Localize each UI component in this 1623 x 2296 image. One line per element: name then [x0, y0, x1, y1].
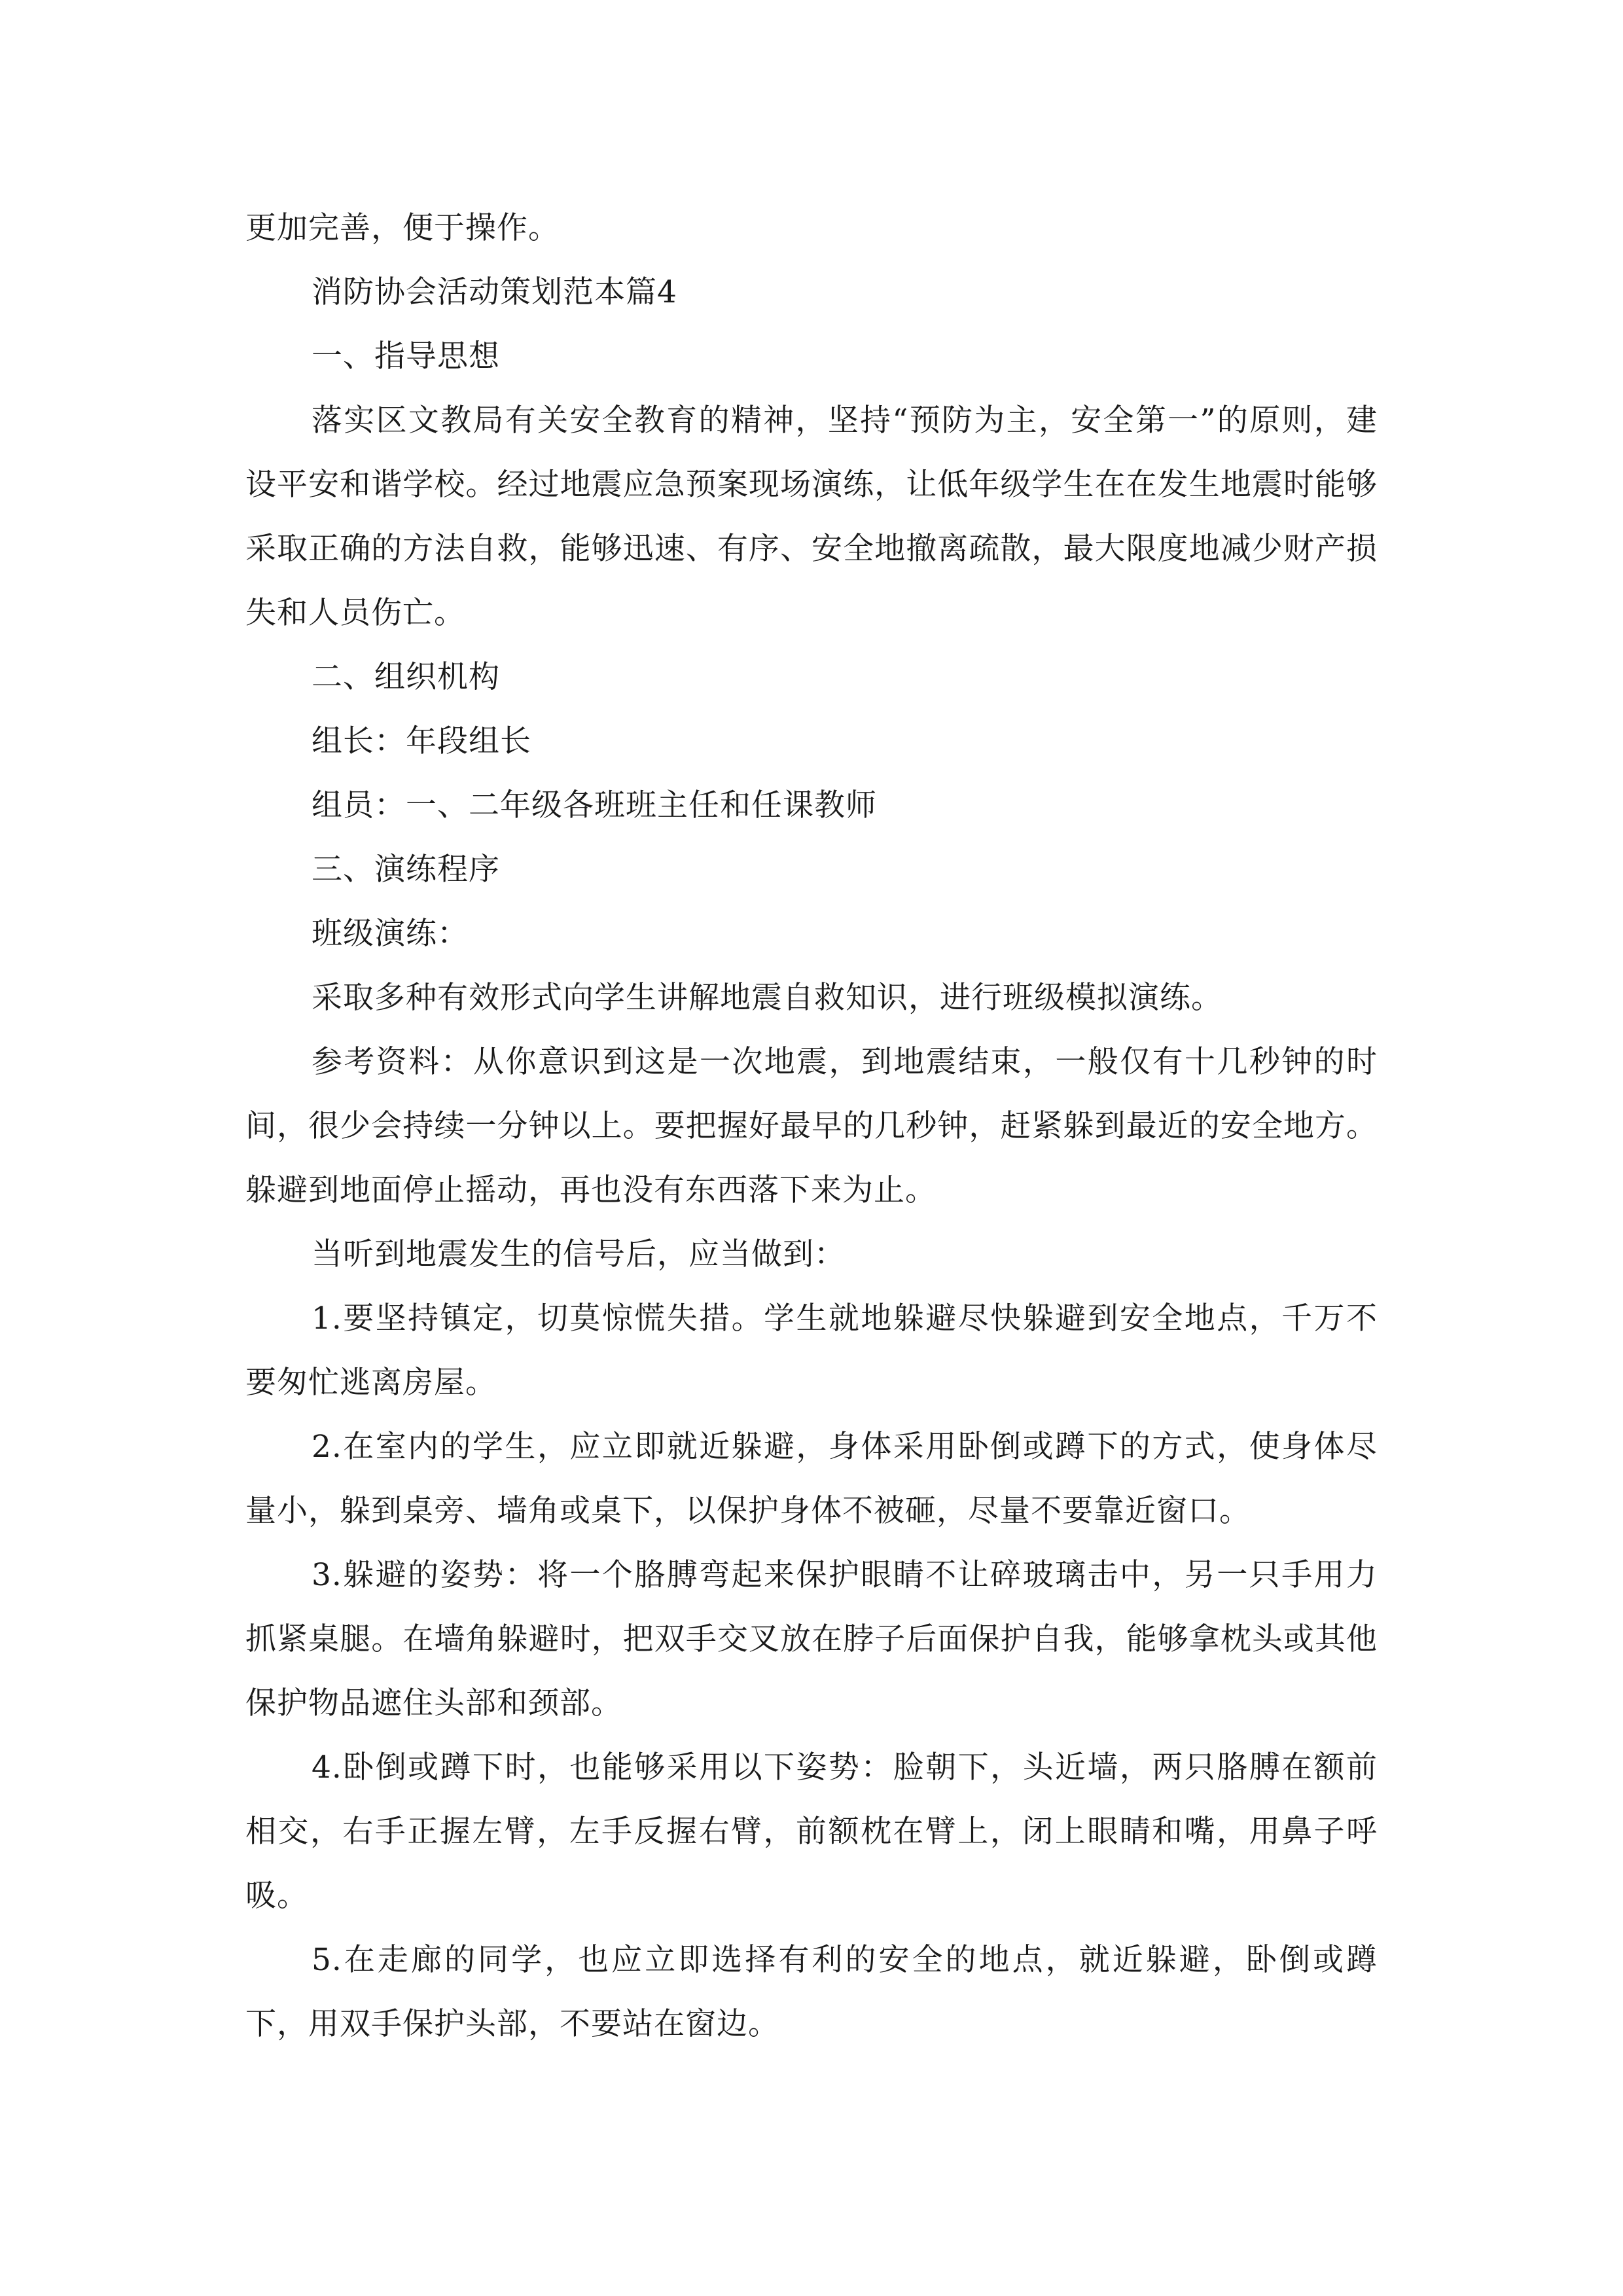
- paragraph-reference: 参考资料：从你意识到这是一次地震，到地震结束，一般仅有十几秒钟的时间，很少会持续一分钟以上。要把握好最早的几秒钟，赶紧躲到最近的安全地方。躲避到地面停止摇动，再也没有东西落下来为止。: [245, 1044, 1378, 1208]
- paragraph-signal-intro: 当听到地震发生的信号后，应当做到：: [312, 1236, 846, 1272]
- list-item-5: 5.在走廊的同学，也应立即选择有利的安全的地点，就近躲避，卧倒或蹲下，用双手保护头部，不要站在窗边。: [245, 1942, 1378, 2042]
- heading-guiding-ideology: 一、指导思想: [312, 338, 500, 374]
- paragraph-class-drill: 采取多种有效形式向学生讲解地震自救知识，进行班级模拟演练。: [312, 980, 1222, 1016]
- list-item-3: 3.躲避的姿势：将一个胳膊弯起来保护眼睛不让碎玻璃击中，另一只手用力抓紧桌腿。在墙角躲避时，把双手交叉放在脖子后面保护自我，能够拿枕头或其他保护物品遮住头部和颈部。: [245, 1557, 1378, 1721]
- list-item-1: 1.要坚持镇定，切莫惊慌失措。学生就地躲避尽快躲避到安全地点，千万不要匆忙逃离房屋。: [245, 1300, 1378, 1401]
- list-item-2: 2.在室内的学生，应立即就近躲避，身体采用卧倒或蹲下的方式，使身体尽量小，躲到桌旁、墙角或桌下，以保护身体不被砸，尽量不要靠近窗口。: [245, 1429, 1378, 1529]
- paragraph-guiding-ideology: 落实区文教局有关安全教育的精神，坚持“预防为主，安全第一”的原则，建设平安和谐学校。经过地震应急预案现场演练，让低年级学生在在发生地震时能够采取正确的方法自救，能够迅速、有序、安全地撤离疏散，最大限度地减少财产损失和人员伤亡。: [245, 403, 1378, 631]
- heading-drill-procedure: 三、演练程序: [312, 852, 500, 888]
- section-title: 消防协会活动策划范本篇4: [312, 274, 677, 310]
- heading-organization: 二、组织机构: [312, 659, 500, 695]
- organization-members: 组员：一、二年级各班班主任和任课教师: [312, 787, 877, 823]
- document-page: [245, 196, 1378, 2056]
- paragraph-continuation: 更加完善，便于操作。: [245, 210, 560, 246]
- subheading-class-drill: 班级演练：: [312, 916, 469, 952]
- list-item-4: 4.卧倒或蹲下时，也能够采用以下姿势：脸朝下，头近墙，两只胳膊在额前相交，右手正握左臂，左手反握右臂，前额枕在臂上，闭上眼睛和嘴，用鼻子呼吸。: [245, 1749, 1378, 1914]
- organization-leader: 组长：年段组长: [312, 723, 531, 759]
